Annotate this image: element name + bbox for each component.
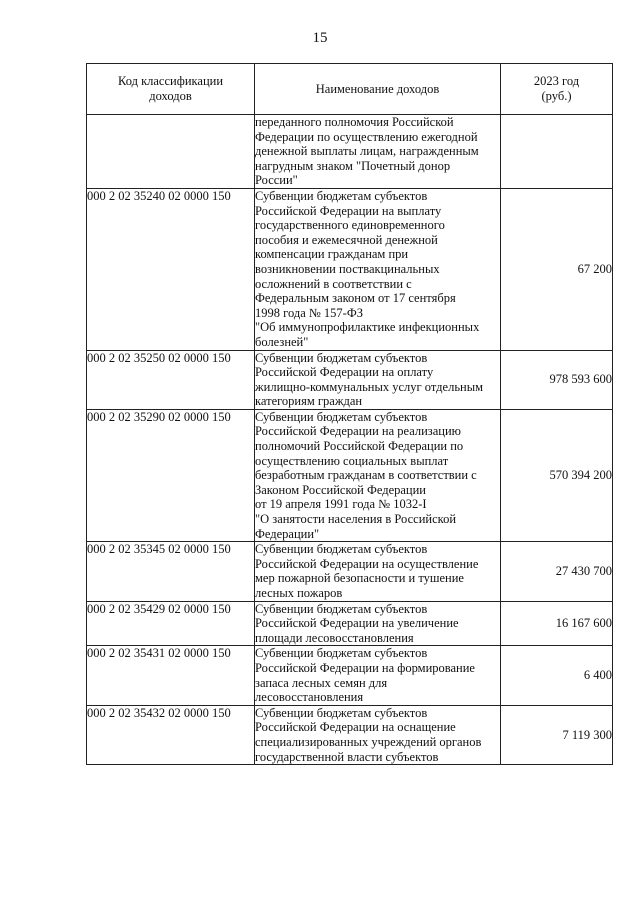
table-row — [87, 601, 613, 646]
row-amount: 27 430 700 — [501, 542, 613, 601]
row-amount: 16 167 600 — [501, 601, 613, 646]
table-row — [87, 350, 613, 409]
row-name: Субвенции бюджетам субъектов Российской Федерации на выплату государственного единовременного пособия и ежемесячной денежной компенсации гражданам при возникновении поствакцинальных осложнений в соответствии с Федеральным законом от 17 сентября 1998 года № 157-ФЗ "Об иммунопрофилактике инфекционных болезней" — [255, 188, 501, 350]
row-code: 000 2 02 35250 02 0000 150 — [87, 350, 255, 409]
row-code: 000 2 02 35429 02 0000 150 — [87, 601, 255, 646]
row-name: Субвенции бюджетам субъектов Российской Федерации на оснащение специализированных учреждений органов государственной власти субъектов — [255, 705, 501, 764]
row-name: переданного полномочия Российской Федерации по осуществлению ежегодной денежной выплаты лицам, награжденным нагрудным знаком "Почетный донор России" — [255, 115, 501, 189]
header-code: Код классификации доходов — [87, 64, 255, 115]
row-code — [87, 115, 255, 189]
row-code: 000 2 02 35290 02 0000 150 — [87, 409, 255, 541]
row-code: 000 2 02 35432 02 0000 150 — [87, 705, 255, 764]
header-amount: 2023 год (руб.) — [501, 64, 613, 115]
row-code: 000 2 02 35431 02 0000 150 — [87, 646, 255, 705]
table-header-row — [87, 64, 613, 115]
table-row — [87, 409, 613, 541]
row-name: Субвенции бюджетам субъектов Российской Федерации на увеличение площади лесовосстановления — [255, 601, 501, 646]
row-name: Субвенции бюджетам субъектов Российской Федерации на оплату жилищно-коммунальных услуг отдельным категориям граждан — [255, 350, 501, 409]
row-amount: 570 394 200 — [501, 409, 613, 541]
row-amount: 67 200 — [501, 188, 613, 350]
header-name: Наименование доходов — [255, 64, 501, 115]
table-row — [87, 188, 613, 350]
table-row — [87, 646, 613, 705]
row-code: 000 2 02 35240 02 0000 150 — [87, 188, 255, 350]
row-amount: 978 593 600 — [501, 350, 613, 409]
row-amount — [501, 115, 613, 189]
row-code: 000 2 02 35345 02 0000 150 — [87, 542, 255, 601]
row-name: Субвенции бюджетам субъектов Российской Федерации на реализацию полномочий Российской Федерации по осуществлению социальных выплат безработным гражданам в соответствии с Законом Российской Федерации от 19 апреля 1991 года № 1032-I "О занятости населения в Российской Федерации" — [255, 409, 501, 541]
row-name: Субвенции бюджетам субъектов Российской Федерации на осуществление мер пожарной безопасности и тушение лесных пожаров — [255, 542, 501, 601]
page-number: 15 — [312, 30, 328, 46]
row-amount: 7 119 300 — [501, 705, 613, 764]
table-row — [87, 115, 613, 189]
table-row — [87, 542, 613, 601]
row-name: Субвенции бюджетам субъектов Российской Федерации на формирование запаса лесных семян для лесовосстановления — [255, 646, 501, 705]
revenue-table — [86, 63, 613, 765]
row-amount: 6 400 — [501, 646, 613, 705]
table-row — [87, 705, 613, 764]
